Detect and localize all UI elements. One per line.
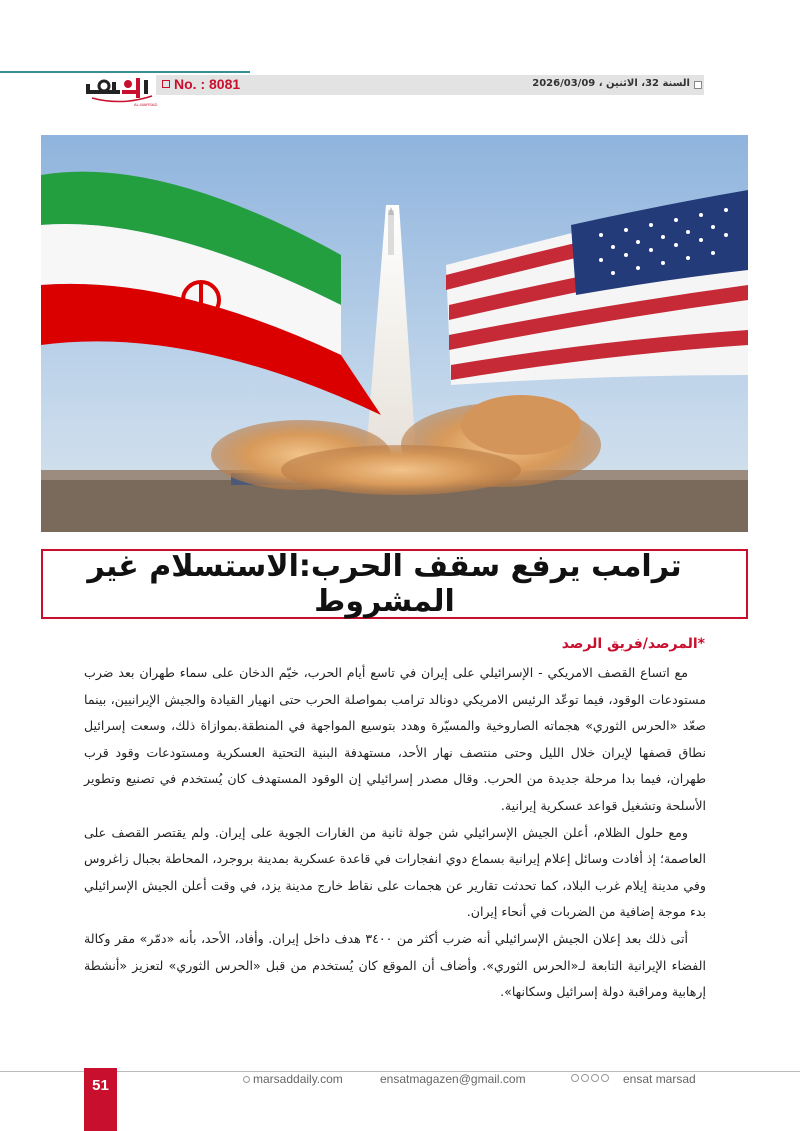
date-square-icon [694,81,702,89]
issue-number [162,76,240,92]
article-byline: *المرصد/فريق الرصد [561,636,705,652]
logo-sub-text: AL-MARSAD [134,102,158,107]
facebook-icon[interactable] [571,1074,579,1082]
youtube-icon[interactable] [601,1074,609,1082]
footer-website-text[interactable]: marsaddaily.com [253,1072,343,1086]
footer-social-name: ensat marsad [623,1072,696,1086]
hero-image-flags-missile [41,135,748,532]
article-headline: ترامب يرفع سقف الحرب:الاستسلام غير المشروط [87,549,682,619]
issue-square-icon [162,80,170,88]
almarsad-logo [82,70,158,110]
instagram-icon[interactable] [591,1074,599,1082]
issue-number-text: No. : 8081 [174,76,241,92]
footer-website[interactable] [243,1072,343,1086]
article-paragraph: ومع حلول الظلام، أعلن الجيش الإسرائيلي شن جولة ثانية من الغارات الجوية على إيران. ولم يقتصر القصف على العاصمة؛ إذ أفادت وسائل إعلام إيرانية بسماع دوي انفجارات في قاعدة عسكرية بمدينة بروجرد، المحاطة بجبال زاغروس وفي مدينة إيلام غرب البلاد، كما تحدثت تقارير عن هجمات على نقاط خارج مدينة يزد، في وقت أعلن الجيش الإسرائيلي بدء موجة إضافية من الضربات في أنحاء إيران. [84,824,706,920]
article-paragraph: مع اتساع القصف الامريكي - الإسرائيلي على إيران في تاسع أيام الحرب، خيّم الدخان على سماء طهران بعد ضرب مستودعات الوقود، فيما توعّد الرئيس الامريكي دونالد ترامب بمواصلة الحرب حتى انهيار القيادة والجيش الإيرانيين، بينما صعّد «الحرس الثوري» هجماته الصاروخية والمسيّرة وهدد بتوسيع المواجهة في المنطقة.بموازاة ذلك، وسعت إسرائيل نطاق قصفها لإيران خلال الليل وحتى منتصف نهار الأحد، مستهدفة البنية التحتية العسكرية ومستودعات وقود قرب طهران، فيما بدا مرحلة جديدة من الحرب. وقال مصدر إسرائيلي إن الوقود المستهدف كان يُستخدم في تصنيع وتطوير الأسلحة وتشغيل قواعد عسكرية إيرانية. [84,665,706,813]
article-body [84,660,706,1006]
twitter-icon[interactable] [581,1074,589,1082]
page-number: 51 [92,1077,109,1094]
article-paragraph: أتى ذلك بعد إعلان الجيش الإسرائيلي أنه ضرب أكثر من ٣٤٠٠ هدف داخل إيران. وأفاد، الأحد، بأنه «دمّر» مقر وكالة الفضاء الإيرانية التابعة لـ«الحرس الثوري». وأضاف أن الموقع كان يُستخدم من قبل «الحرس الثوري» لتعزيز «أنشطة إرهابية ومراقبة دولة إسرائيل وسكانها». [84,930,706,1000]
social-icons [571,1074,609,1082]
issue-date: السنة 32، الاثنين ، 2026/03/09 [532,78,690,89]
globe-icon [243,1076,250,1083]
footer-email[interactable]: ensatmagazen@gmail.com [380,1072,526,1086]
